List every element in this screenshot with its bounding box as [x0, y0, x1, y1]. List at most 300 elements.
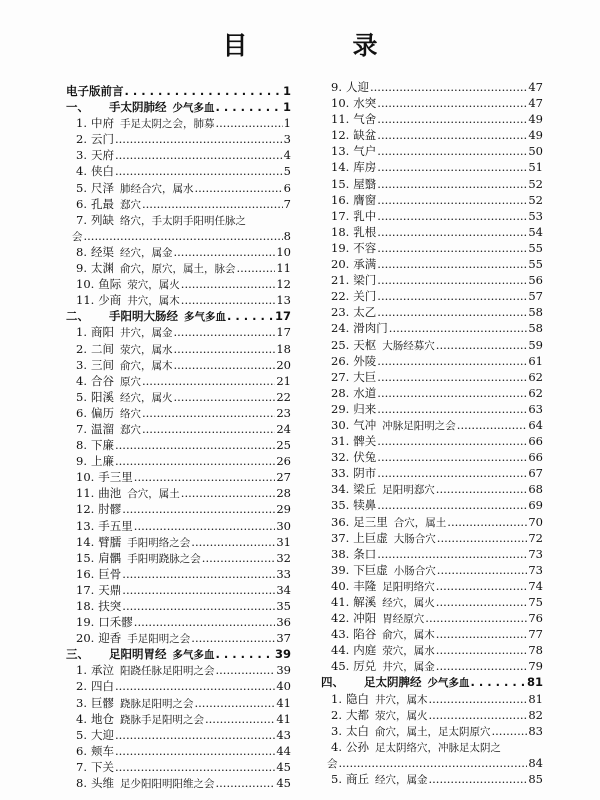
- entry-name: 太乙: [353, 305, 377, 320]
- toc-entry-row[interactable]: [66, 453, 291, 469]
- toc-entry-row[interactable]: [66, 260, 291, 276]
- page-number: 41: [276, 711, 291, 726]
- page-number: 34: [276, 582, 291, 597]
- dot-leader: [436, 578, 528, 594]
- dot-leader: [389, 320, 528, 336]
- dot-leader: [191, 630, 275, 646]
- entry-note: 郄穴: [119, 198, 141, 211]
- page-number: 32: [276, 550, 291, 565]
- toc-entry-row[interactable]: [66, 695, 291, 711]
- entry-number: 32.: [331, 450, 350, 465]
- section-title: 电子版前言: [66, 84, 124, 98]
- entry-number: 18.: [331, 224, 350, 239]
- toc-entry-row[interactable]: [321, 530, 543, 546]
- toc-entry-row[interactable]: [66, 115, 291, 131]
- entry-name: 天府: [90, 148, 114, 163]
- dot-leader: [377, 192, 527, 208]
- toc-entry-row[interactable]: [66, 598, 291, 614]
- entry-note: 经穴，属金: [374, 774, 428, 787]
- page-number: 50: [528, 144, 543, 159]
- page-number: 53: [528, 208, 543, 223]
- entry-note: 经穴，属火: [382, 597, 435, 609]
- toc-entry-row[interactable]: [66, 678, 291, 694]
- page-number: 45: [276, 776, 291, 791]
- toc-entry-row[interactable]: [66, 566, 291, 582]
- entry-name: 经渠: [90, 244, 114, 259]
- dot-leader: [142, 405, 275, 421]
- entry-note: 胃经原穴: [382, 613, 425, 626]
- page-number: 29: [276, 502, 291, 517]
- entry-number: 13.: [331, 144, 350, 159]
- toc-entry-row[interactable]: [321, 159, 543, 175]
- page-number: 35: [276, 599, 291, 613]
- toc-entry-row[interactable]: [321, 401, 543, 417]
- toc-entry-row[interactable]: [321, 578, 543, 594]
- entry-number: 9.: [76, 261, 87, 276]
- toc-entry-row[interactable]: [66, 759, 291, 775]
- page-number: 40: [276, 679, 291, 694]
- entry-name: 孔最: [90, 196, 114, 211]
- entry-note: 俞穴，属土，足太阴原穴: [374, 725, 491, 738]
- toc-entry-row[interactable]: [66, 727, 291, 743]
- dot-leader: [425, 610, 527, 626]
- entry-note: 荥穴，属水: [119, 343, 173, 356]
- entry-name: 合谷: [90, 373, 114, 388]
- entry-number: 3.: [331, 723, 342, 738]
- toc-entry-row[interactable]: [66, 518, 291, 534]
- entry-name: 迎香: [98, 631, 122, 646]
- page-number: 1: [282, 100, 291, 115]
- entry-name: 温溜: [90, 421, 114, 436]
- dot-leader: [436, 626, 528, 642]
- toc-entry-row[interactable]: [321, 176, 543, 192]
- page-number: 54: [528, 224, 543, 239]
- entry-name: 下巨虚: [353, 562, 388, 577]
- toc-entry-row[interactable]: [321, 691, 543, 707]
- entry-name: 阳溪: [90, 389, 114, 404]
- entry-name: 太渊: [90, 261, 114, 276]
- entry-number: 13.: [76, 518, 95, 533]
- entry-name: 滑肉门: [353, 321, 388, 336]
- entry-number: 7.: [76, 212, 87, 227]
- section-index: 二、: [66, 309, 89, 324]
- toc-entry-row[interactable]: [321, 143, 543, 159]
- toc-entry-row[interactable]: [66, 276, 291, 292]
- page-number: 31: [276, 534, 291, 549]
- page-number: 17: [274, 309, 291, 324]
- entry-name: 上廉: [90, 454, 114, 469]
- entry-name: 巨骨: [98, 566, 122, 581]
- toc-entry-row[interactable]: [321, 658, 543, 674]
- dot-leader: [173, 324, 275, 340]
- toc-entry-row[interactable]: [66, 550, 291, 566]
- page-number: 24: [276, 421, 291, 436]
- entry-name: 髀关: [353, 434, 377, 449]
- page-number: 62: [528, 369, 543, 384]
- toc-entry-row[interactable]: [66, 534, 291, 550]
- entry-name: 太白: [345, 723, 369, 738]
- entry-name: 陷谷: [353, 627, 377, 642]
- entry-name: 尺泽: [90, 180, 114, 195]
- entry-name: 水突: [353, 96, 377, 111]
- dot-leader: [173, 244, 275, 260]
- toc-entry-row[interactable]: [321, 79, 543, 95]
- page-number: 10: [276, 244, 291, 259]
- entry-note: 郄穴: [119, 423, 141, 436]
- toc-entry-row[interactable]: [321, 449, 543, 465]
- entry-note: 经穴，属火: [119, 391, 173, 404]
- entry-note: 络穴: [119, 407, 141, 420]
- toc-entry-row[interactable]: [66, 373, 291, 389]
- entry-number: 16.: [76, 566, 95, 581]
- dot-leader: [181, 276, 276, 292]
- toc-entry-row[interactable]: [66, 244, 291, 260]
- entry-note: 大肠经募穴: [382, 339, 435, 352]
- toc-entry-row[interactable]: [321, 594, 543, 610]
- page-number: 73: [528, 546, 543, 561]
- toc-entry-row[interactable]: [66, 180, 291, 196]
- dot-leader: [205, 711, 275, 727]
- dot-leader: [377, 240, 527, 256]
- dot-leader: [428, 691, 527, 707]
- toc-entry-row[interactable]: [321, 192, 543, 208]
- section-title: 足太阴脾经: [364, 675, 422, 690]
- toc-entry-row[interactable]: [66, 469, 291, 485]
- entry-name: 列缺: [90, 212, 114, 227]
- dot-leader: [115, 131, 283, 147]
- page-number: 43: [276, 727, 291, 742]
- toc-entry-row[interactable]: [66, 324, 291, 340]
- dot-leader: [181, 485, 276, 501]
- dot-leader: [436, 658, 528, 674]
- toc-entry-row[interactable]: [321, 433, 543, 449]
- toc-entry-row[interactable]: [321, 465, 543, 481]
- entry-name: 扶突: [98, 599, 122, 613]
- page-number: 69: [528, 498, 543, 513]
- entry-note: 井穴，属木: [127, 295, 180, 308]
- dot-leader: [202, 550, 276, 566]
- entry-number: 17.: [331, 208, 350, 223]
- toc-entry-row[interactable]: [66, 582, 291, 598]
- dot-leader: [377, 127, 527, 143]
- entry-number: 23.: [331, 305, 350, 320]
- dot-leader: [428, 707, 527, 723]
- toc-section-row[interactable]: [66, 308, 291, 324]
- page-number: 6: [283, 180, 291, 195]
- toc-entry-row[interactable]: [66, 292, 291, 308]
- toc-entry-row[interactable]: [66, 743, 291, 759]
- toc-entry-row[interactable]: [66, 662, 291, 678]
- toc-entry-row[interactable]: [66, 630, 291, 646]
- entry-number: 9.: [76, 454, 87, 469]
- toc-column-right: [321, 79, 543, 787]
- toc-entry-row[interactable]: [321, 288, 543, 304]
- page-number: 55: [528, 240, 543, 255]
- entry-number: 12.: [76, 502, 95, 517]
- entry-name: 关门: [353, 289, 377, 304]
- toc-entry-row[interactable]: [66, 485, 291, 501]
- page-number: 78: [528, 643, 543, 658]
- section-note: 多气多血: [184, 311, 226, 324]
- entry-number: 19.: [76, 615, 95, 630]
- entry-number: 27.: [331, 369, 350, 384]
- page-number: 66: [528, 450, 543, 465]
- toc-entry-row[interactable]: [321, 224, 543, 240]
- entry-name: 三间: [90, 357, 114, 372]
- toc-entry-row[interactable]: [321, 127, 543, 143]
- entry-number: 4.: [76, 164, 87, 179]
- entry-note: 井穴，属金: [382, 661, 435, 674]
- entry-number: 35.: [331, 498, 350, 513]
- entry-number: 5.: [76, 180, 87, 195]
- entry-name: 冲阳: [353, 611, 377, 626]
- page-number: 39: [274, 647, 291, 662]
- toc-entry-row[interactable]: [66, 501, 291, 517]
- toc-entry-row[interactable]: [321, 320, 543, 336]
- entry-name: 缺盆: [353, 128, 377, 143]
- toc-entry-row[interactable]: [321, 256, 543, 272]
- entry-name: 水道: [353, 385, 377, 400]
- page-number: 18: [276, 341, 291, 356]
- entry-name: 承泣: [90, 663, 114, 678]
- toc-entry-row[interactable]: [321, 417, 543, 433]
- section-index: 三、: [66, 647, 89, 662]
- page-number: 81: [526, 675, 543, 690]
- entry-note: 经穴，属金: [119, 246, 173, 259]
- dot-leader: [122, 582, 275, 598]
- dot-leader: [191, 534, 275, 550]
- entry-name: 屋翳: [353, 176, 377, 191]
- entry-name: 阴市: [353, 466, 377, 481]
- toc-entry-continuation[interactable]: [66, 228, 291, 244]
- section-title: 手太阴肺经: [109, 100, 167, 115]
- dot-leader: [377, 111, 527, 127]
- toc-entry-row[interactable]: [321, 497, 543, 513]
- toc-entry-row[interactable]: [321, 562, 543, 578]
- page-number: 84: [528, 755, 543, 770]
- dot-leader: [215, 662, 275, 678]
- toc-entry-row[interactable]: [66, 614, 291, 630]
- toc-entry-row[interactable]: [321, 337, 543, 353]
- entry-name: 乳根: [353, 224, 377, 239]
- entry-number: 14.: [76, 534, 95, 549]
- toc-entry-row[interactable]: [66, 421, 291, 437]
- page-number: 58: [528, 321, 543, 336]
- page-number: 33: [276, 566, 291, 581]
- page-number: 1: [283, 116, 291, 131]
- page-number: 7: [283, 196, 291, 211]
- dot-leader: [377, 353, 527, 369]
- entry-name: 鱼际: [98, 277, 122, 292]
- toc-entry-row[interactable]: [321, 353, 543, 369]
- page-number: 66: [528, 434, 543, 449]
- toc-entry-continuation[interactable]: [321, 755, 543, 771]
- entry-name: 偏历: [90, 405, 114, 420]
- toc-entry-row[interactable]: [66, 775, 291, 791]
- page-number: 20: [276, 357, 291, 372]
- entry-name: 侠白: [90, 164, 114, 179]
- entry-number: 2.: [76, 679, 87, 694]
- entry-name: 四白: [90, 679, 114, 694]
- toc-entry-row[interactable]: [321, 304, 543, 320]
- entry-name: 梁丘: [353, 482, 377, 497]
- page-number: 77: [528, 627, 543, 642]
- page-number: 22: [276, 389, 291, 404]
- entry-note: 手阳明跷脉之会: [127, 552, 201, 565]
- toc-entry-row[interactable]: [321, 546, 543, 562]
- dot-leader: [377, 176, 527, 192]
- page-number: 4: [283, 148, 291, 163]
- entry-number: 3.: [76, 148, 87, 163]
- entry-name: 曲池: [98, 486, 122, 501]
- dot-leader: [447, 514, 527, 530]
- dot-leader: [173, 357, 275, 373]
- entry-name: 承满: [353, 257, 377, 272]
- entry-number: 37.: [331, 530, 350, 545]
- entry-note: 荥穴，属火: [374, 709, 428, 722]
- entry-number: 11.: [76, 486, 95, 501]
- entry-note: 冲脉足阳明之会: [382, 419, 456, 432]
- entry-number: 5.: [76, 389, 87, 404]
- toc-entry-row[interactable]: [321, 369, 543, 385]
- toc-entry-row[interactable]: [321, 642, 543, 658]
- dot-leader: [370, 79, 527, 95]
- entry-note: 合穴，属土: [127, 488, 180, 501]
- page-number: 41: [276, 695, 291, 710]
- page-number: 25: [276, 438, 291, 453]
- dot-leader: [377, 304, 527, 320]
- entry-name: 外陵: [353, 353, 377, 368]
- dot-leader: [115, 759, 275, 775]
- toc-entry-row[interactable]: [66, 131, 291, 147]
- toc-entry-row[interactable]: [66, 437, 291, 453]
- toc-entry-row[interactable]: [321, 610, 543, 626]
- toc-section-row[interactable]: [321, 674, 543, 690]
- dot-leader: [181, 292, 276, 308]
- toc-entry-row[interactable]: [66, 147, 291, 163]
- entry-note: 足阳明络穴: [382, 580, 435, 593]
- dot-leader: [173, 341, 275, 357]
- toc-entry-row[interactable]: [66, 163, 291, 179]
- entry-number: 39.: [331, 562, 350, 577]
- toc-entry-row[interactable]: [321, 240, 543, 256]
- entry-note: 手阳明络之会: [127, 536, 191, 549]
- toc-entry-row[interactable]: [321, 626, 543, 642]
- dot-leader: [125, 83, 282, 99]
- toc-entry-row[interactable]: [66, 196, 291, 212]
- toc-entry-row[interactable]: [66, 341, 291, 357]
- page-number: 26: [276, 454, 291, 469]
- page-number: 30: [276, 518, 291, 533]
- dot-leader: [436, 337, 528, 353]
- dot-leader: [194, 180, 282, 196]
- entry-note: 大肠合穴: [393, 532, 436, 545]
- dot-leader: [142, 373, 275, 389]
- toc-entry-row[interactable]: [321, 723, 543, 739]
- toc-section-row[interactable]: [66, 99, 291, 115]
- toc-entry-row[interactable]: [321, 95, 543, 111]
- dot-leader: [428, 771, 527, 787]
- dot-leader: [377, 272, 527, 288]
- entry-note: 井穴，属金: [119, 327, 173, 340]
- toc-column-left: [66, 83, 291, 791]
- dot-leader: [216, 646, 274, 662]
- entry-number: 45.: [331, 659, 350, 674]
- page-number: 81: [528, 691, 543, 706]
- dot-leader: [377, 401, 527, 417]
- toc-entry-row[interactable]: [321, 111, 543, 127]
- entry-number: 44.: [331, 643, 350, 658]
- toc-entry-row[interactable]: [321, 707, 543, 723]
- entry-number: 5.: [331, 772, 342, 787]
- toc-entry-row[interactable]: [66, 711, 291, 727]
- entry-name: 梁门: [353, 273, 377, 288]
- entry-note: 俞穴，属木: [119, 359, 173, 372]
- dot-leader: [377, 143, 527, 159]
- entry-name: 肘髎: [98, 502, 122, 517]
- dot-leader: [134, 469, 276, 485]
- dot-leader: [84, 228, 283, 244]
- dot-leader: [115, 437, 275, 453]
- toc-entry-row[interactable]: [321, 272, 543, 288]
- section-note: 少气多血: [427, 677, 470, 690]
- entry-number: 10.: [331, 96, 350, 111]
- dot-leader: [134, 518, 276, 534]
- entry-number: 29.: [331, 401, 350, 416]
- toc-section-row[interactable]: [66, 646, 291, 662]
- toc-entry-row[interactable]: [321, 208, 543, 224]
- toc-entry-row[interactable]: [321, 771, 543, 787]
- entry-name: 库房: [353, 160, 377, 175]
- entry-number: 20.: [76, 631, 95, 646]
- section-index: 四、: [321, 675, 344, 690]
- page-number: 47: [528, 96, 543, 111]
- entry-name: 中府: [90, 116, 114, 131]
- entry-number: 43.: [331, 627, 350, 642]
- toc-entry-row[interactable]: [321, 385, 543, 401]
- entry-name: 膺窗: [353, 192, 377, 207]
- dot-leader: [436, 642, 528, 658]
- entry-name: 不容: [353, 240, 377, 255]
- toc-entry-row[interactable]: [66, 405, 291, 421]
- toc-entry-row[interactable]: [321, 481, 543, 497]
- entry-note: 络穴，手太阴手阳明任脉之: [119, 214, 246, 227]
- entry-number: 33.: [331, 466, 350, 481]
- page-number: 49: [528, 128, 543, 143]
- toc-section-row[interactable]: [66, 83, 291, 99]
- toc-entry-row[interactable]: [66, 357, 291, 373]
- dot-leader: [377, 497, 527, 513]
- entry-name: 商丘: [345, 772, 369, 787]
- entry-number: 6.: [76, 743, 87, 758]
- dot-leader: [134, 614, 276, 630]
- entry-name: 气冲: [353, 417, 377, 432]
- page-title: 目 录: [222, 31, 418, 60]
- toc-entry-row[interactable]: [321, 514, 543, 530]
- dot-leader: [377, 546, 527, 562]
- page-number: 49: [528, 112, 543, 127]
- toc-entry-row[interactable]: [66, 212, 291, 228]
- toc-entry-row[interactable]: [66, 389, 291, 405]
- entry-name: 大巨: [353, 369, 377, 384]
- dot-leader: [173, 389, 275, 405]
- toc-entry-row[interactable]: [321, 739, 543, 755]
- entry-number: 2.: [76, 341, 87, 356]
- entry-note: 荥穴，属水: [382, 645, 435, 658]
- entry-number: 25.: [331, 337, 350, 352]
- page-number: 72: [528, 530, 543, 545]
- dot-leader: [437, 562, 528, 578]
